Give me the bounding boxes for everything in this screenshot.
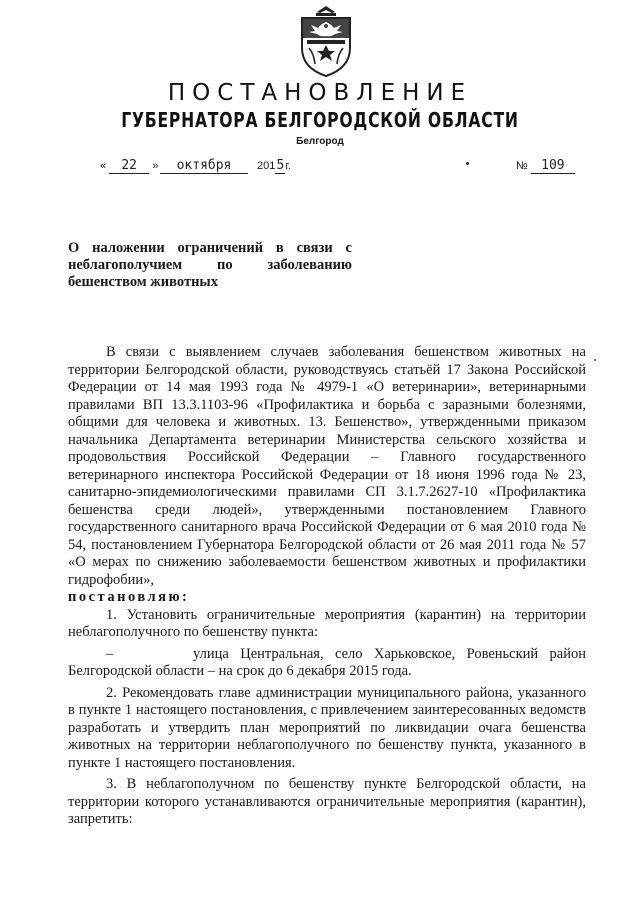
year-suffix: г. — [285, 160, 292, 172]
item-3: 3. В неблагополучном по бешенству пункте Белгородской области, на территории которого устанавливаются ограничительные мероприятия (карантин), запретить: — [68, 776, 586, 827]
subject-heading — [68, 240, 352, 291]
decree-word — [68, 589, 586, 607]
item-1-dash: – — [106, 645, 114, 662]
item-2: 2. Рекомендовать главе администрации муниципального района, указанного в пункте 1 настоящего постановления, с привлечением заинтересованных ведомств разработать и утвердить план мероприятий по ликвидации очага бешенства животных на территории неблагополучного по бешенству пункта, указанного в пункте 1 настоящего постановления. — [68, 684, 586, 771]
decree-text: постановляю: — [68, 589, 190, 605]
quote-close: » — [152, 160, 159, 172]
subject-line-2: неблагополучием по заболеванию — [68, 257, 352, 273]
document-subtitle: ГУБЕРНАТОРА БЕЛГОРОДСКОЙ ОБЛАСТИ — [121, 108, 519, 132]
year-prefix: 201 — [257, 160, 276, 172]
quote-open: « — [100, 160, 107, 172]
date-day — [100, 158, 158, 174]
date-month — [160, 158, 248, 174]
document-title: ПОСТАНОВЛЕНИЕ — [167, 80, 473, 106]
subject-line-3: бешенством животных — [68, 274, 218, 290]
item-1: 1. Установить ограничительные мероприятия (карантин) на территории неблагополучного по бешенству пункта: — [68, 606, 586, 640]
item-1-place-a: улица Центральная, село Харьковское, Ровеньский район — [193, 645, 586, 662]
date-day-value: 22 — [109, 158, 149, 174]
scan-speck — [594, 359, 596, 361]
preamble-paragraph: В связи с выявлением случаев заболевания бешенством животных на территории Белгородской области, руководствуясь статьёй 17 Закона Российской Федерации от 14 мая 1993 года № 4979-1 «О ветеринарии», ветеринарными правилами ВП 13.3.1103-96 «Профилактика и борьба с заразными болезнями, общими для человека и животных. 13. Бешенство», утвержденными приказом начальника Департамента ветеринарии Министерства сельского хозяйства и продовольствия Российской Федерации – Главного государственного ветеринарного инспектора Российской Федерации от 18 июня 1996 года № 23, санитарно-эпидемиологическими правилами СП 3.1.7.2627-10 «Профилактика бешенства среди людей», утвержденными постановлением Главного государственного санитарного врача Российской Федерации от 6 мая 2010 года № 54, постановлением Губернатора Белгородской области от 26 мая 2011 года № 57 «О мерах по снижению заболеваемости бешенством животных и профилактики гидрофобии», — [68, 344, 586, 588]
subject-line-1: О наложении ограничений в связи с — [68, 240, 352, 256]
coat-of-arms-emblem — [297, 4, 355, 78]
document-body — [68, 344, 586, 829]
document-number — [516, 158, 575, 174]
item-1-place-line — [68, 646, 586, 664]
year-digit: 5 — [276, 158, 285, 173]
document-number-value: 109 — [531, 158, 575, 174]
dot-mark — [466, 162, 469, 165]
number-label: № — [516, 160, 528, 172]
date-year — [257, 158, 291, 174]
date-month-value: октября — [160, 158, 248, 174]
item-1-place-end: Белгородской области – на срок до 6 декабря 2015 года. — [68, 663, 412, 679]
city-label: Белгород — [296, 136, 344, 147]
